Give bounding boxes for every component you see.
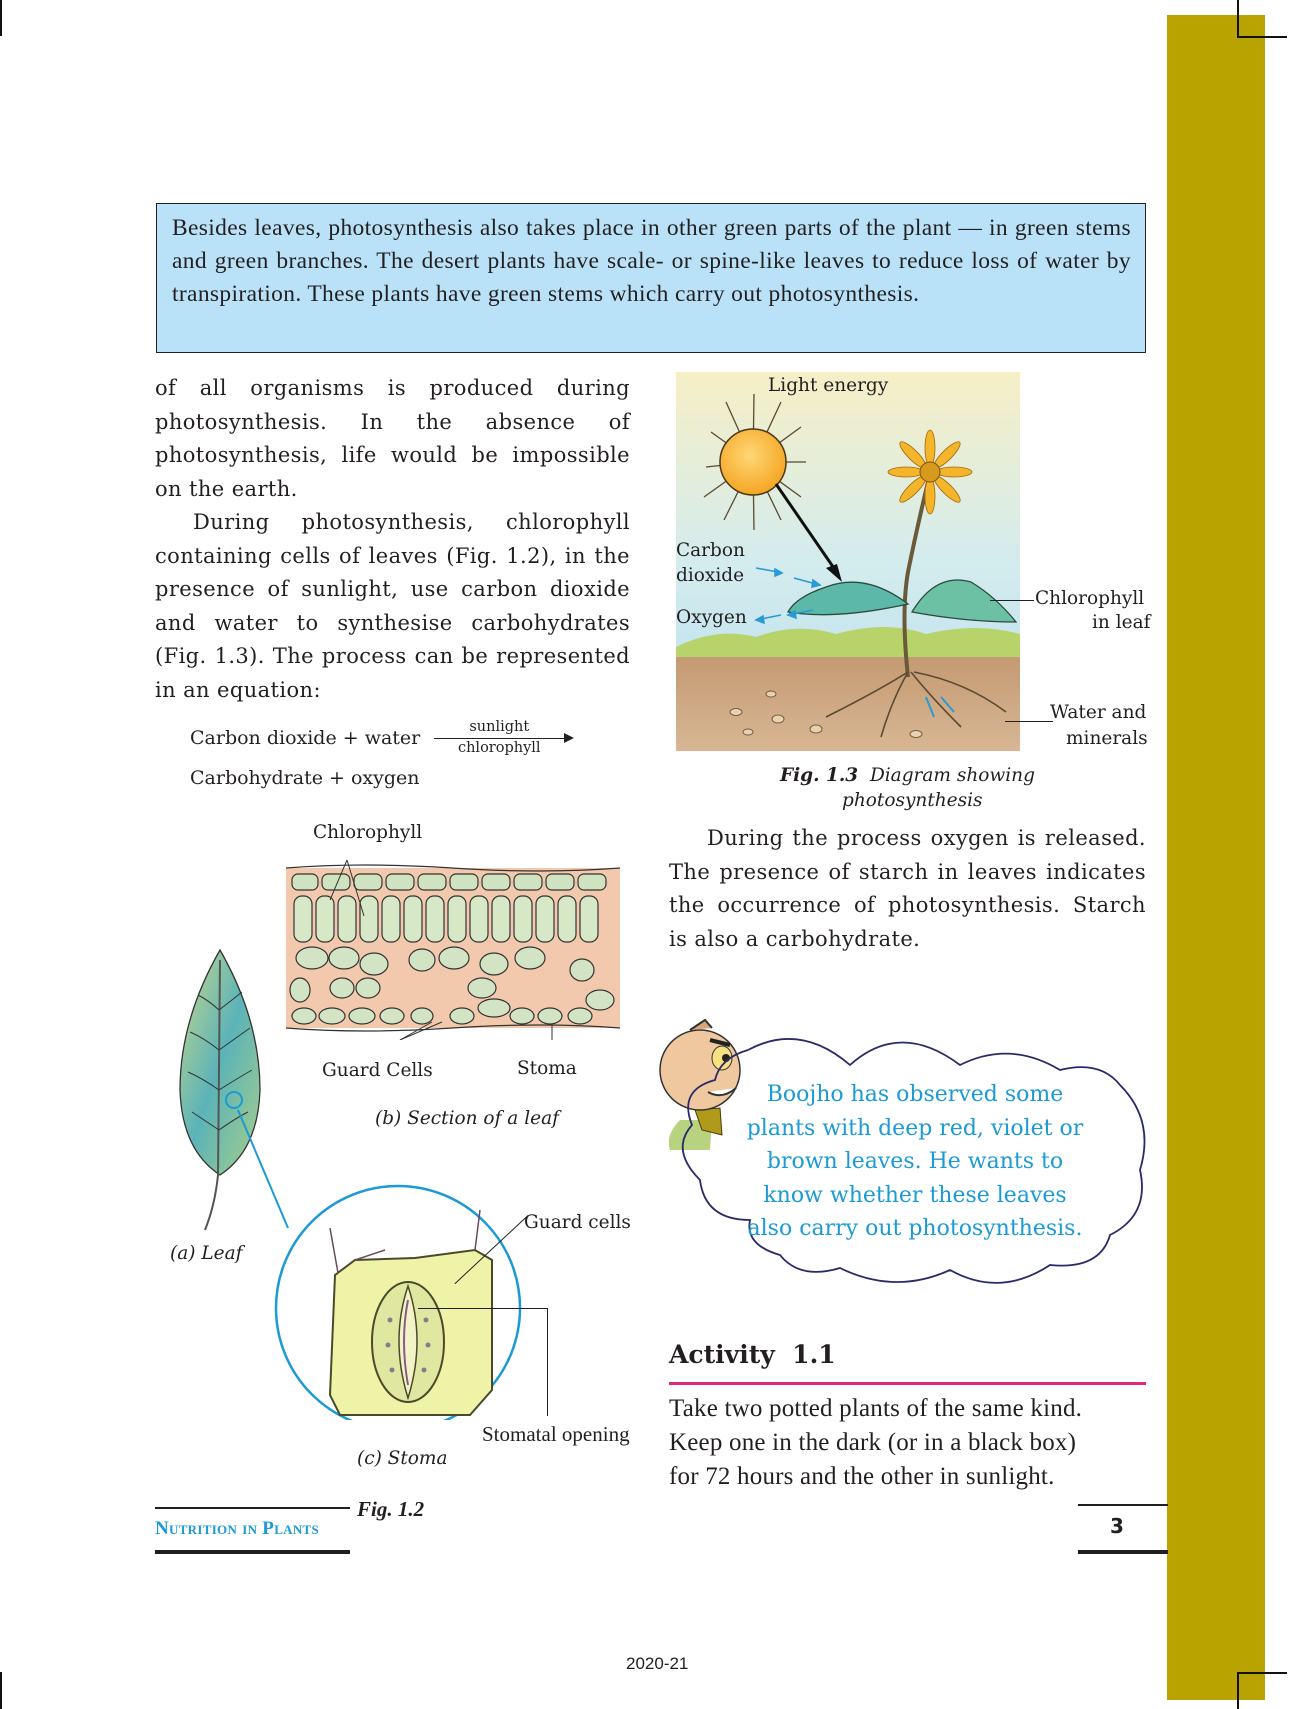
crop-mark [1237, 1672, 1287, 1674]
left-column-text [155, 372, 630, 707]
crop-mark [1237, 36, 1287, 38]
leader-line [1005, 721, 1053, 722]
edition-year: 2020-21 [626, 1654, 689, 1673]
label-water-and-minerals-line1: Water and [1050, 702, 1147, 723]
figure-number: Fig. 1.3 [780, 765, 859, 786]
label-carbon-dioxide-line2: dioxide [676, 565, 745, 586]
stoma-illustration [230, 1090, 550, 1420]
label-carbon-dioxide-line1: Carbon [676, 540, 745, 561]
photosynthesis-equation [190, 718, 610, 798]
label-guard-cells: Guard cells [524, 1212, 631, 1233]
caption-section-of-leaf: (b) Section of a leaf [375, 1108, 559, 1129]
label-water-and-minerals-line2: minerals [1066, 728, 1148, 749]
figure-1-3-caption [780, 765, 1035, 786]
right-column-text [669, 822, 1146, 956]
label-oxygen: Oxygen [676, 607, 747, 628]
leader-line [990, 600, 1034, 601]
activity-line: Keep one in the dark (or in a black box) [669, 1429, 1077, 1456]
paragraph: During the process oxygen is released. The presence of starch in leaves indicates the occurrence of photosynthesis. Starch is also a carbohydrate. [669, 826, 1146, 951]
crop-mark [1237, 1672, 1239, 1709]
equation-condition-below: chlorophyll [457, 740, 541, 756]
caption-stoma: (c) Stoma [357, 1448, 448, 1469]
label-chlorophyll-in-leaf-line1: Chlorophyll [1035, 588, 1145, 609]
label-chlorophyll-in-leaf-line2: in leaf [1092, 612, 1151, 633]
reaction-arrow-icon [434, 719, 574, 756]
activity-heading-rule [669, 1382, 1146, 1385]
paragraph: During photosynthesis, chlorophyll containing cells of leaves (Fig. 1.2), in the presence of sunlight, use carbon dioxide and water to synthesise carbohydrates (Fig. 1.3). The process can be represented in an equation: [155, 510, 630, 702]
figure-1-3-caption-line2: photosynthesis [842, 790, 983, 811]
footer-rule-left-top [155, 1507, 350, 1509]
activity-line: for 72 hours and the other in sunlight. [669, 1463, 1055, 1490]
leaf-cross-section-diagram [282, 860, 620, 1040]
caption-text: Diagram showing [869, 765, 1035, 786]
label-light-energy: Light energy [768, 375, 889, 396]
equation-reactants: Carbon dioxide + water [190, 727, 421, 749]
activity-heading: Activity 1.1 [669, 1340, 836, 1369]
boojho-line: Boojho has observed some [766, 1082, 1064, 1107]
chapter-side-bar [1167, 15, 1265, 1700]
boojho-question [705, 1078, 1125, 1246]
chapter-name: Nutrition in Plants [155, 1518, 320, 1539]
equation-products: Carbohydrate + oxygen [190, 767, 420, 789]
leader-line [418, 1308, 548, 1309]
caption-leaf: (a) Leaf [170, 1243, 243, 1264]
crop-mark [1237, 0, 1239, 37]
label-stoma: Stoma [517, 1058, 577, 1079]
figure-1-3-illustration [676, 372, 1020, 751]
label-chlorophyll: Chlorophyll [313, 822, 423, 843]
boojho-line: brown leaves. He wants to [766, 1149, 1064, 1174]
equation-condition-above: sunlight [469, 719, 530, 735]
footer-rule-right-top [1078, 1504, 1168, 1506]
crop-mark [0, 1672, 2, 1709]
footer-rule-left-bottom [155, 1550, 350, 1554]
label-stomatal-opening: Stomatal opening [482, 1422, 630, 1446]
page-number: 3 [1110, 1514, 1124, 1538]
figure-1-2-caption: Fig. 1.2 [357, 1497, 425, 1521]
footer-rule-right-bottom [1078, 1550, 1168, 1554]
boojho-line: plants with deep red, violet or [746, 1115, 1084, 1141]
photosynthesis-diagram [676, 372, 1020, 751]
crop-mark [0, 0, 2, 36]
info-box-text: Besides leaves, photosynthesis also takes place in other green parts of the plant — in green stems and green branches. The desert plants have scale- or spine-like leaves to reduce loss of water by transpiration. These plants have green stems which carry out photosynthesis. [172, 215, 1131, 307]
activity-line: Take two potted plants of the same kind. [669, 1395, 1083, 1422]
stoma-magnified-diagram [230, 1090, 550, 1420]
activity-text [669, 1392, 1149, 1494]
label-guard-cells-section: Guard Cells [322, 1060, 433, 1081]
info-box [156, 203, 1146, 353]
leaf-section-illustration [282, 860, 620, 1040]
boojho-line: know whether these leaves [763, 1182, 1067, 1208]
boojho-line: also carry out photosynthesis. [747, 1216, 1083, 1241]
leader-line [547, 1308, 548, 1416]
paragraph: of all organisms is produced during photosynthesis. In the absence of photosynthesis, life would be impossible on the earth. [155, 376, 630, 501]
